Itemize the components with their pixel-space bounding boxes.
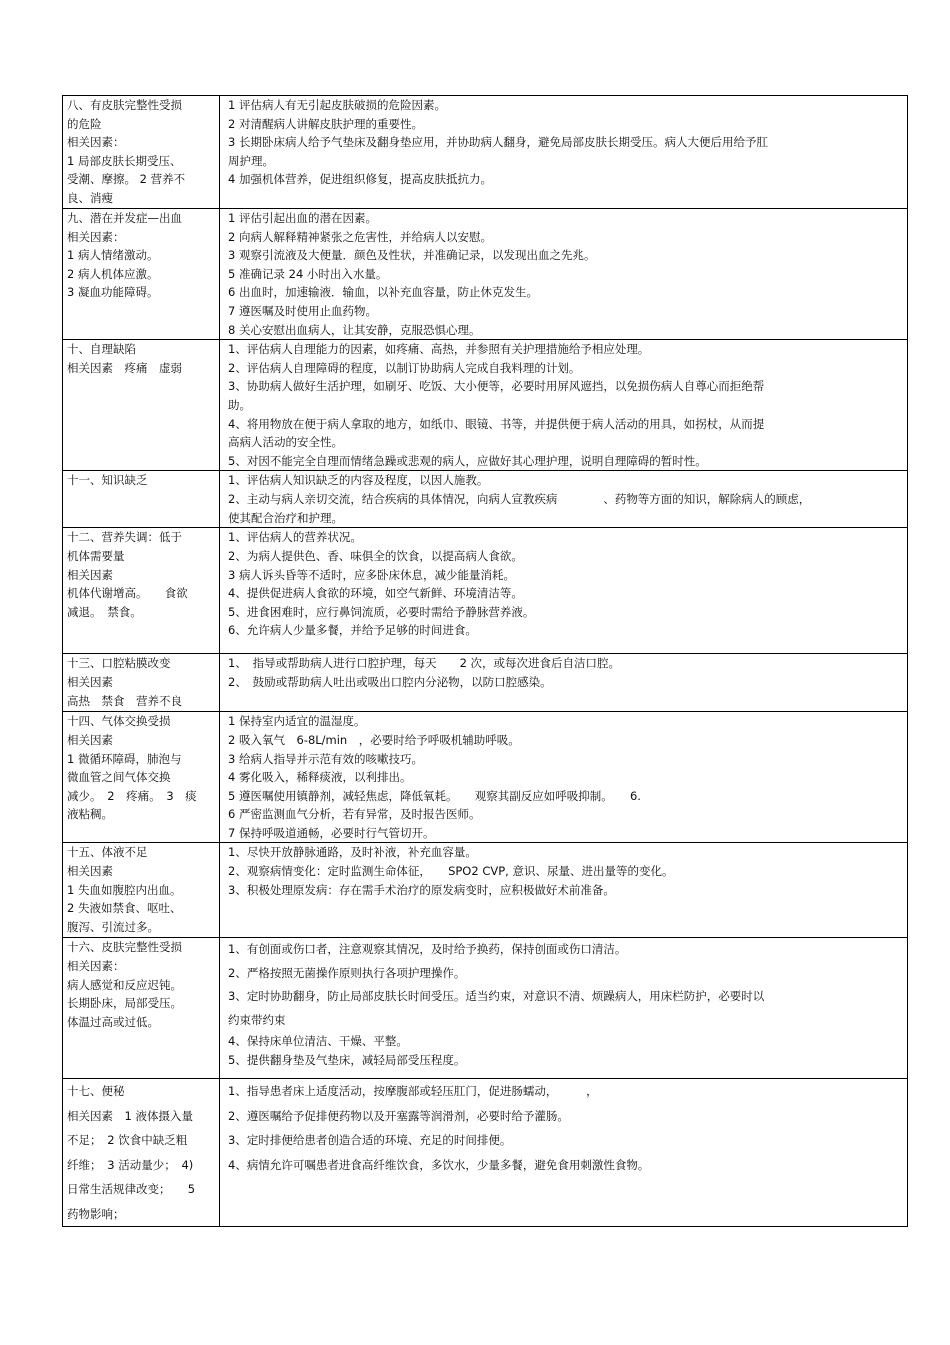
diagnosis-line: 减退。 禁食。 bbox=[67, 604, 142, 619]
diagnosis-line: 十七、便秘 bbox=[67, 1084, 125, 1099]
table-row bbox=[63, 938, 908, 1079]
measures-cell bbox=[220, 528, 908, 654]
measure-line: 2、评估病人自理障碍的程度，以制订协助病人完成自我料理的计划。 bbox=[228, 360, 581, 375]
measure-line: 3、定时排便给患者创造合适的环境、充足的时间排便。 bbox=[228, 1133, 512, 1148]
diagnosis-cell bbox=[63, 843, 220, 938]
measure-line: 1、评估病人知识缺乏的内容及程度，以因人施教。 bbox=[228, 473, 489, 488]
measure-line: 2、遵医嘱给予促排便药物以及开塞露等润滑剂，必要时给予灌肠。 bbox=[228, 1108, 569, 1123]
diagnosis-line: 日常生活规律改变； 5 bbox=[67, 1182, 196, 1197]
measure-line: 1、尽快开放静脉通路，及时补液，补充血容量。 bbox=[228, 845, 477, 860]
measure-line: 1 评估引起出血的潜在因素。 bbox=[228, 211, 377, 225]
diagnosis-line: 十二、营养失调：低于 bbox=[67, 530, 182, 545]
measure-line: 6 出血时，加速输液．输血，以补充血容量，防止休克发生。 bbox=[228, 285, 538, 300]
diagnosis-line: 良、消瘦 bbox=[67, 190, 113, 205]
table-row bbox=[63, 712, 908, 843]
measure-line: 8 关心安慰出血病人，让其安静，克服恐惧心理。 bbox=[228, 322, 481, 337]
diagnosis-cell bbox=[63, 654, 220, 712]
measure-line: 3 病人诉头昏等不适时，应多卧床休息，减少能量消耗。 bbox=[228, 567, 515, 582]
diagnosis-line: 1 微循环障碍，肺泡与 bbox=[67, 751, 182, 766]
diagnosis-line: 八、有皮肤完整性受损 bbox=[67, 98, 182, 112]
diagnosis-cell bbox=[63, 1079, 220, 1227]
measure-line: 助。 bbox=[228, 397, 251, 412]
measure-line: 3 给病人指导并示范有效的咳嗽技巧。 bbox=[228, 751, 423, 766]
measures-cell bbox=[220, 209, 908, 340]
diagnosis-line: 相关因素 1 液体摄入量 bbox=[67, 1108, 193, 1123]
diagnosis-line: 相关因素 bbox=[67, 732, 113, 747]
diagnosis-line: 2 病人机体应激。 bbox=[67, 266, 159, 281]
diagnosis-line: 十四、气体交换受损 bbox=[67, 714, 171, 729]
diagnosis-line: 体温过高或过低。 bbox=[67, 1014, 159, 1029]
diagnosis-line: 不足； 2 饮食中缺乏粗 bbox=[67, 1133, 188, 1148]
measure-line: 5 遵医嘱使用镇静剂，减轻焦虑，降低氧耗。 观察其副反应如呼吸抑制。 6. bbox=[228, 788, 641, 803]
measures-cell bbox=[220, 96, 908, 209]
table-row bbox=[63, 340, 908, 471]
diagnosis-line: 腹泻、引流过多。 bbox=[67, 919, 159, 934]
measure-line: 2 向病人解释精神紧张之危害性，并给病人以安慰。 bbox=[228, 229, 492, 244]
diagnosis-line: 相关因素 bbox=[67, 567, 113, 582]
measure-line: 4、提供促进病人食欲的环境，如空气新鲜、环境清洁等。 bbox=[228, 586, 523, 601]
measures-cell bbox=[220, 471, 908, 528]
diagnosis-line: 九、潜在并发症—出血 bbox=[67, 211, 182, 225]
measures-cell bbox=[220, 340, 908, 471]
measure-line: 4、将用物放在便于病人拿取的地方，如纸巾、眼镜、书等，并提供便于病人活动的用具，如拐杖，从而提 bbox=[228, 416, 765, 431]
measure-line: 3 长期卧床病人给予气垫床及翻身垫应用，并协助病人翻身，避免局部皮肤长期受压。病人大便后用给予肛 bbox=[228, 135, 768, 150]
measure-line: 3、定时协助翻身，防止局部皮肤长时间受压。适当约束，对意识不清、烦躁病人，用床栏防护，必要时以 bbox=[228, 989, 765, 1004]
measure-line: 使其配合治疗和护理。 bbox=[228, 510, 343, 525]
diagnosis-line: 1 失血如腹腔内出血。 bbox=[67, 882, 182, 897]
table-row bbox=[63, 471, 908, 528]
measures-cell bbox=[220, 654, 908, 712]
measure-line: 1、评估病人的营养状况。 bbox=[228, 530, 362, 545]
diagnosis-line: 受潮、摩擦。 2 营养不 bbox=[67, 172, 186, 187]
diagnosis-line: 十六、皮肤完整性受损 bbox=[67, 940, 182, 955]
measure-line: 1、有创面或伤口者，注意观察其情况，及时给予换药，保持创面或伤口清洁。 bbox=[228, 942, 627, 957]
measures-cell bbox=[220, 1079, 908, 1227]
diagnosis-line: 纤维； 3 活动量少； 4) bbox=[67, 1157, 194, 1172]
measure-line: 5、对因不能完全自理而情绪急躁或悲观的病人，应做好其心理护理，说明自理障碍的暂时性。 bbox=[228, 453, 707, 468]
diagnosis-line: 十、自理缺陷 bbox=[67, 342, 136, 357]
measure-line: 6、允许病人少量多餐，并给予足够的时间进食。 bbox=[228, 623, 477, 638]
measure-line: 4、病情允许可嘱患者进食高纤维饮食，多饮水，少量多餐，避免食用刺激性食物。 bbox=[228, 1157, 650, 1172]
measure-line: 1、评估病人自理能力的因素，如疼痛、高热，并参照有关护理措施给予相应处理。 bbox=[228, 342, 650, 357]
measure-line: 4、保持床单位清洁、干燥、平整。 bbox=[228, 1034, 408, 1049]
measure-line: 2、严格按照无菌操作原则执行各项护理操作。 bbox=[228, 965, 466, 980]
diagnosis-line: 微血管之间气体交换 bbox=[67, 770, 171, 785]
diagnosis-line: 药物影响； bbox=[67, 1206, 125, 1221]
diagnosis-line: 机体需要量 bbox=[67, 548, 125, 563]
diagnosis-cell bbox=[63, 96, 220, 209]
diagnosis-line: 十三、口腔粘膜改变 bbox=[67, 656, 171, 671]
measure-line: 约束带约束 bbox=[228, 1012, 286, 1027]
table-row bbox=[63, 654, 908, 712]
measure-line: 2、 鼓励或帮助病人吐出或吸出口腔内分泌物，以防口腔感染。 bbox=[228, 674, 552, 689]
measure-line: 7 保持呼吸道通畅，必要时行气管切开。 bbox=[228, 825, 435, 840]
diagnosis-cell bbox=[63, 209, 220, 340]
diagnosis-line: 十一、知识缺乏 bbox=[67, 473, 148, 488]
table-row bbox=[63, 843, 908, 938]
measure-line: 5 准确记录 24 小时出入水量。 bbox=[228, 266, 388, 281]
diagnosis-cell bbox=[63, 340, 220, 471]
table-row bbox=[63, 1079, 908, 1227]
diagnosis-cell bbox=[63, 528, 220, 654]
measure-line: 2 对清醒病人讲解皮肤护理的重要性。 bbox=[228, 116, 423, 131]
measure-line: 5、进食困难时，应行鼻饲流质，必要时需给予静脉营养液。 bbox=[228, 604, 535, 619]
diagnosis-line: 1 病人情绪激动。 bbox=[67, 248, 159, 263]
nursing-plan-table bbox=[62, 95, 908, 1227]
measure-line: 3、协助病人做好生活护理，如刷牙、吃饭、大小便等，必要时用屏风遮挡，以免损伤病人自尊心而拒绝帮 bbox=[228, 379, 765, 394]
table-row bbox=[63, 528, 908, 654]
diagnosis-line: 2 失液如禁食、呕吐、 bbox=[67, 901, 182, 916]
diagnosis-line: 相关因素 bbox=[67, 674, 113, 689]
diagnosis-line: 十五、体液不足 bbox=[67, 845, 148, 860]
measures-cell bbox=[220, 938, 908, 1079]
diagnosis-cell bbox=[63, 712, 220, 843]
measure-line: 2、为病人提供色、香、味俱全的饮食，以提高病人食欲。 bbox=[228, 548, 523, 563]
diagnosis-cell bbox=[63, 938, 220, 1079]
diagnosis-line: 相关因素： bbox=[67, 959, 125, 974]
diagnosis-line: 长期卧床，局部受压。 bbox=[67, 996, 182, 1011]
measures-cell bbox=[220, 712, 908, 843]
measure-line: 2 吸入氧气 6-8L/min ，必要时给予呼吸机辅助呼吸。 bbox=[228, 732, 520, 747]
measure-line: 1、 指导或帮助病人进行口腔护理，每天 2 次，或每次进食后自洁口腔。 bbox=[228, 656, 621, 671]
measure-line: 1 评估病人有无引起皮肤破损的危险因素。 bbox=[228, 98, 446, 112]
diagnosis-line: 液粘稠。 bbox=[67, 807, 113, 822]
measure-line: 7 遵医嘱及时使用止血药物。 bbox=[228, 303, 377, 318]
diagnosis-line: 高热 禁食 营养不良 bbox=[67, 693, 182, 708]
diagnosis-line: 3 凝血功能障碍。 bbox=[67, 285, 159, 300]
table-row bbox=[63, 96, 908, 209]
diagnosis-line: 减少。 2 疼痛。 3 痰 bbox=[67, 788, 197, 803]
measure-line: 1 保持室内适宜的温湿度。 bbox=[228, 714, 366, 729]
diagnosis-line: 病人感觉和反应迟钝。 bbox=[67, 977, 182, 992]
measure-line: 4 加强机体营养，促进组织修复，提高皮肤抵抗力。 bbox=[228, 172, 492, 187]
measure-line: 2、主动与病人亲切交流，结合疾病的具体情况，向病人宣教疾病 、药物等方面的知识，解除病人的顾虑， bbox=[228, 491, 811, 506]
diagnosis-line: 相关因素 疼痛 虚弱 bbox=[67, 360, 182, 375]
measure-line: 4 雾化吸入，稀释痰液，以利排出。 bbox=[228, 770, 412, 785]
measure-line: 5、提供翻身垫及气垫床，减轻局部受压程度。 bbox=[228, 1053, 466, 1068]
measure-line: 2、观察病情变化：定时监测生命体征， SPO2 CVP, 意识、尿量、进出量等的变化。 bbox=[228, 864, 674, 879]
diagnosis-line: 相关因素： bbox=[67, 135, 125, 150]
table-row bbox=[63, 209, 908, 340]
measure-line: 3 观察引流液及大便量．颜色及性状，并准确记录，以发现出血之先兆。 bbox=[228, 248, 596, 263]
diagnosis-line: 1 局部皮肤长期受压、 bbox=[67, 153, 182, 168]
measure-line: 6 严密监测血气分析，若有异常，及时报告医师。 bbox=[228, 807, 481, 822]
measure-line: 高病人活动的安全性。 bbox=[228, 435, 343, 450]
diagnosis-line: 机体代谢增高。 食欲 bbox=[67, 586, 188, 601]
measures-cell bbox=[220, 843, 908, 938]
measure-line: 1、指导患者床上适度活动，按摩腹部或轻压肛门，促进肠蠕动， ， bbox=[228, 1084, 598, 1099]
diagnosis-cell bbox=[63, 471, 220, 528]
diagnosis-line: 相关因素 bbox=[67, 864, 113, 879]
measure-line: 周护理。 bbox=[228, 153, 274, 168]
measure-line: 3、积极处理原发病：存在需手术治疗的原发病变时，应积极做好术前准备。 bbox=[228, 882, 615, 897]
diagnosis-line: 的危险 bbox=[67, 116, 102, 131]
diagnosis-line: 相关因素： bbox=[67, 229, 125, 244]
